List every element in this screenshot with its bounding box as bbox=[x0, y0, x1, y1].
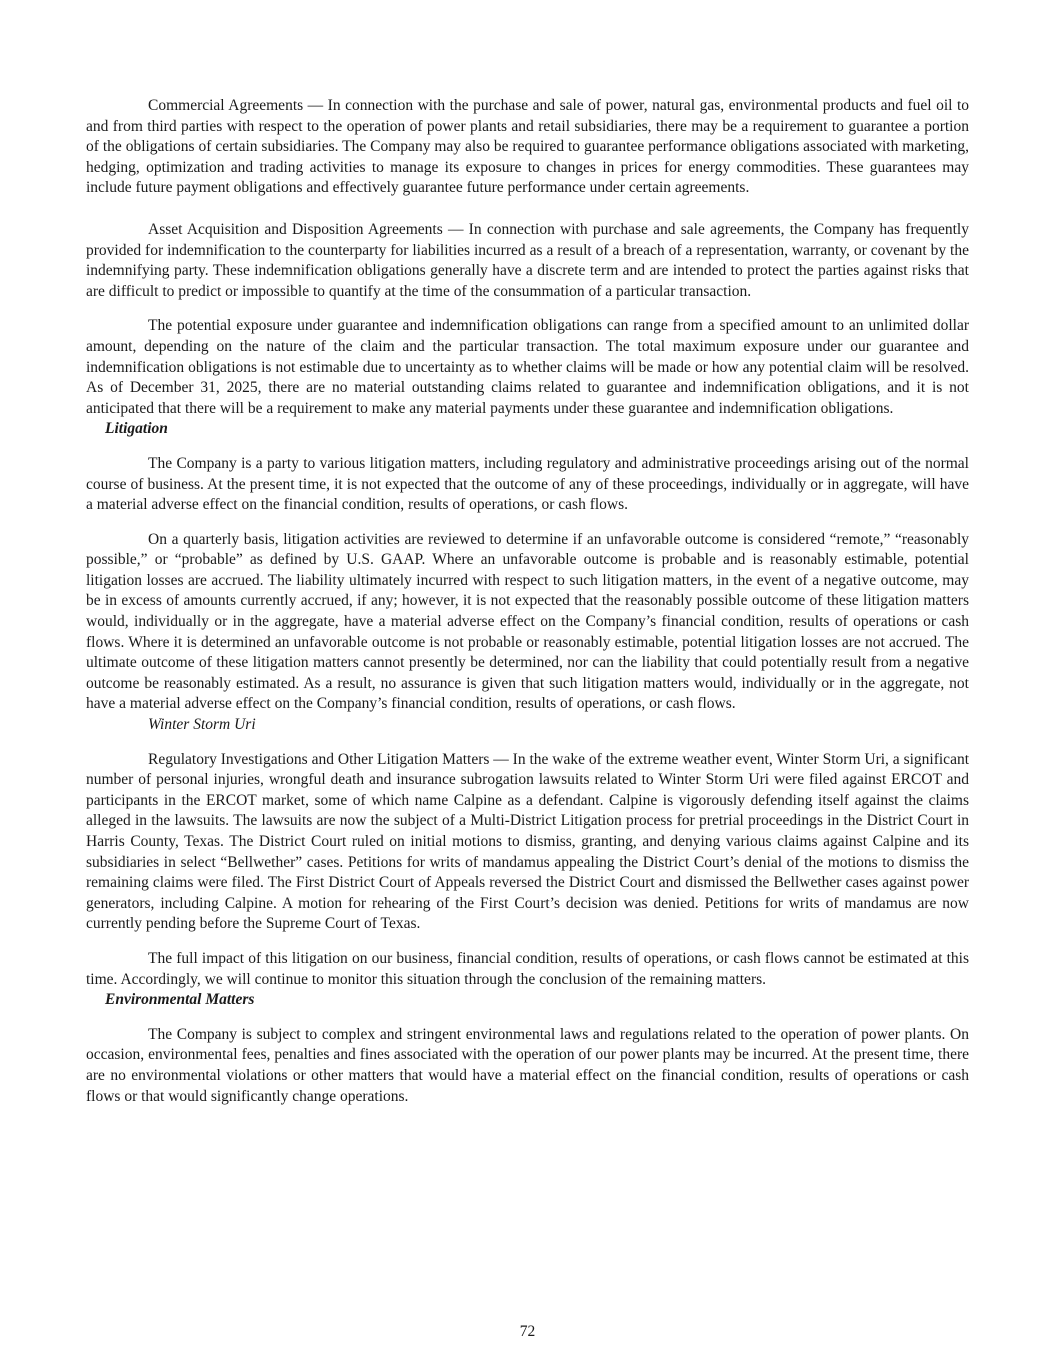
environmental-matters-paragraph: The Company is subject to complex and stringent environmental laws and regulations related to the operation of power plants. On occasion, environmental fees, penalties and fines associated with the operation of our power plants may be incurred. At the present time, there are no environmental violations or other matters that would have a material effect on the financial condition, results of operations or cash flows or that would significantly change operations. bbox=[86, 1025, 969, 1105]
litigation-heading: Litigation bbox=[105, 420, 168, 438]
litigation-impact-paragraph: The full impact of this litigation on our business, financial condition, results of operations, or cash flows cannot be estimated at this time. Accordingly, we will continue to monitor this situation through the conclusion of the remaining matters. bbox=[86, 949, 969, 988]
page-number: 72 bbox=[519, 1323, 536, 1340]
commercial-agreements-paragraph: Commercial Agreements — In connection with the purchase and sale of power, natural gas, environmental products and fuel oil to and from third parties with respect to the operation of power plants and retail subsidiaries, there may be a requirement to guarantee a portion of the obligations of certain subsidiaries. The Company may also be required to guarantee performance obligations associated with marketing, hedging, optimization and trading activities to manage its exposure to changes in prices for energy commodities. These guarantees may include future payment obligations and effectively guarantee future performance under certain agreements. bbox=[86, 97, 969, 197]
regulatory-investigations-paragraph: Regulatory Investigations and Other Litigation Matters — In the wake of the extreme weather event, Winter Storm Uri, a significant number of personal injuries, wrongful death and insurance subrogation lawsuits related to Winter Storm Uri were filed against ERCOT and participants in the ERCOT market, some of which name Calpine as a defendant. Calpine is vigorously defending itself against the claims alleged in the lawsuits. The lawsuits are now the subject of a Multi-District Litigation process for pretrial proceedings in the District Court in Harris County, Texas. The District Court ruled on initial motions to dismiss, granting, and denying various claims against Calpine and its subsidiaries in select “Bellwether” cases. Petitions for writs of mandamus appealing the District Court’s denial of the motions to dismiss the remaining claims were filed. The First District Court of Appeals reversed the District Court and dismissed the Bellwether cases against power generators, including Calpine. A motion for rehearing of the First Court’s decision was denied. Petitions for writs of mandamus are now currently pending before the Supreme Court of Texas. bbox=[86, 750, 969, 933]
environmental-matters-heading: Environmental Matters bbox=[105, 991, 255, 1009]
winter-storm-uri-heading: Winter Storm Uri bbox=[148, 716, 256, 734]
asset-agreements-paragraph: Asset Acquisition and Disposition Agreements — In connection with purchase and sale agreements, the Company has frequently provided for indemnification to the counterparty for liabilities incurred as a result of a breach of a representation, warranty, or covenant by the indemnifying party. These indemnification obligations generally have a discrete term and are intended to protect the parties against risks that are difficult to predict or impossible to quantify at the time of the consummation of a particular transaction. bbox=[86, 220, 969, 300]
potential-exposure-paragraph: The potential exposure under guarantee and indemnification obligations can range from a specified amount to an unlimited dollar amount, depending on the nature of the claim and the particular transaction. The total maximum exposure under our guarantee and indemnification obligations is not estimable due to uncertainty as to whether claims will be made or how any potential claim will be resolved. As of December 31, 2025, there are no material outstanding claims related to guarantee and indemnification obligations, and it is not anticipated that there will be a requirement to make any material payments under these guarantee and indemnification obligations. bbox=[86, 317, 969, 417]
litigation-paragraph-1: The Company is a party to various litigation matters, including regulatory and administrative proceedings arising out of the normal course of business. At the present time, it is not expected that the outcome of any of these proceedings, individually or in aggregate, will have a material adverse effect on the financial condition, results of operations, or cash flows. bbox=[86, 454, 969, 514]
litigation-paragraph-2: On a quarterly basis, litigation activities are reviewed to determine if an unfavorable outcome is considered “remote,” “reasonably possible,” or “probable” as defined by U.S. GAAP. Where an unfavorable outcome is probable and is reasonably estimable, potential litigation losses are accrued. The liability ultimately incurred with respect to such litigation matters, in the event of a negative outcome, may be in excess of amounts currently accrued, if any; however, it is not expected that the reasonably possible outcome of these litigation matters would, individually or in the aggregate, have a material adverse effect on the Company’s financial condition, results of operations or cash flows. Where it is determined an unfavorable outcome is not probable or reasonably estimable, potential litigation losses are not accrued. The ultimate outcome of these litigation matters cannot presently be determined, nor can the liability that could potentially result from a negative outcome be reasonably estimated. As a result, no assurance is given that such litigation matters would, individually or in the aggregate, not have a material adverse effect on the Company’s financial condition, results of operations, or cash flows. bbox=[86, 530, 969, 713]
document-page bbox=[86, 96, 969, 1107]
